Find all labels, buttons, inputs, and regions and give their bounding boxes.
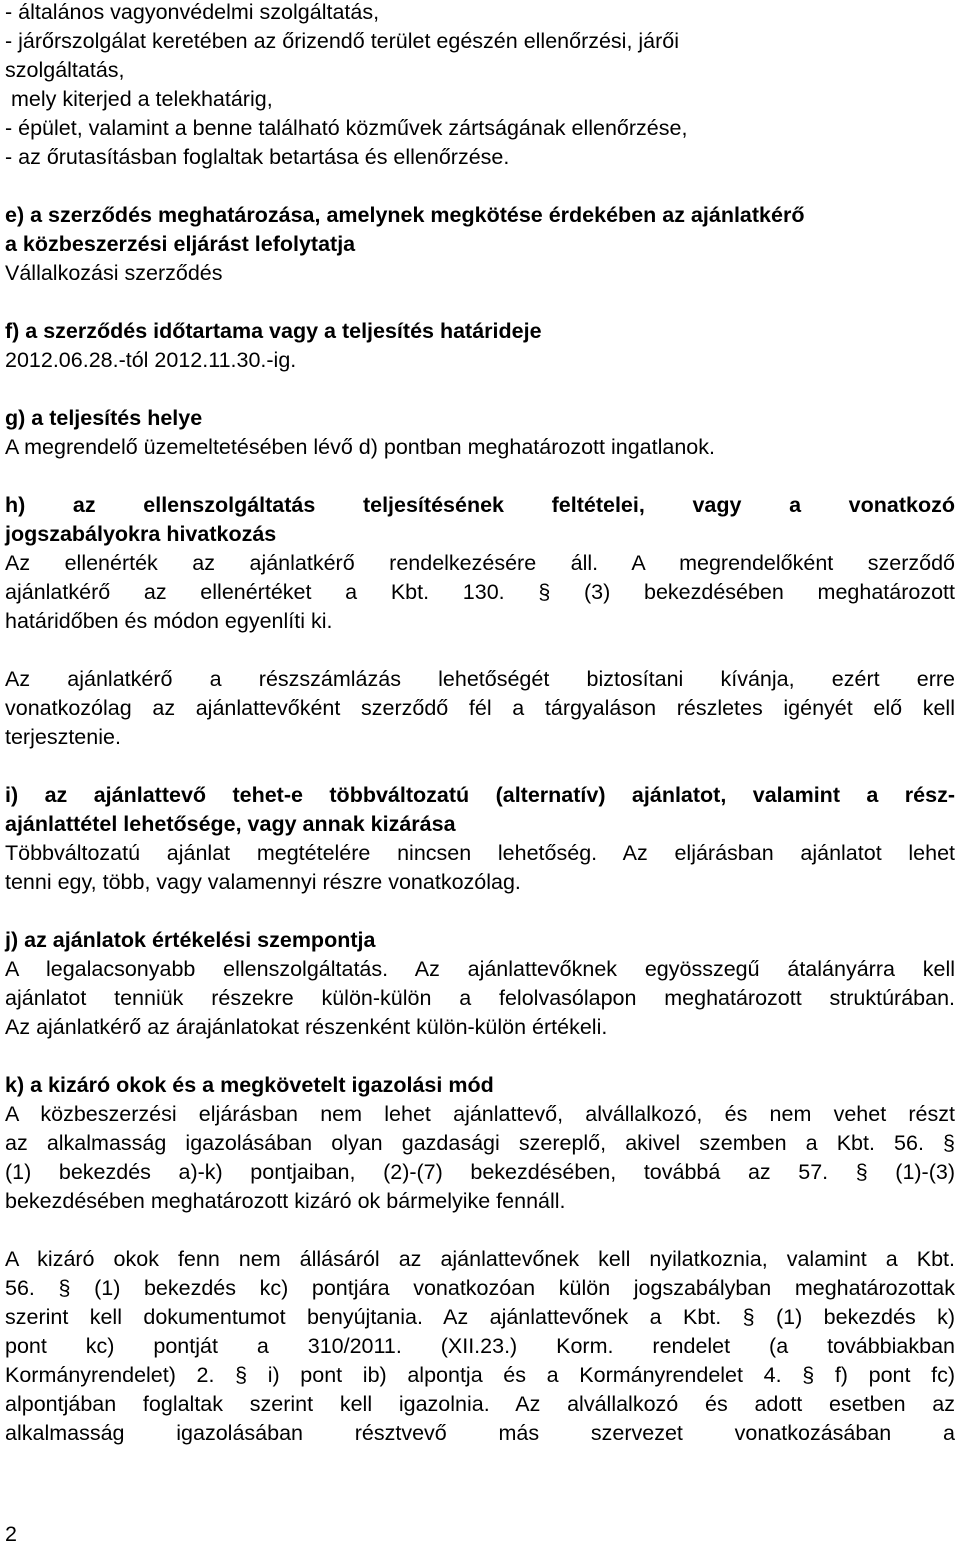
section-j (5, 926, 955, 1042)
section-body: az alkalmasság igazolásában olyan gazdasági szereplő, akivel szemben a Kbt. 56. § (5, 1131, 955, 1155)
section-heading: jogszabályokra hivatkozás (5, 522, 277, 546)
section-heading: i) az ajánlattevő tehet-e többváltozatú (alternatív) ajánlatot, valamint a rész- (5, 783, 955, 807)
section-heading: j) az ajánlatok értékelési szempontja (5, 928, 376, 952)
section-body: alpontjában foglaltak szerint kell igazolnia. Az alvállalkozó és adott esetben az (5, 1392, 955, 1416)
section-g (5, 404, 955, 462)
section-body: Az ellenérték az ajánlatkérő rendelkezésére áll. A megrendelőként szerződő (5, 551, 955, 575)
section-heading: a közbeszerzési eljárást lefolytatja (5, 232, 356, 256)
section-body: A legalacsonyabb ellenszolgáltatás. Az ajánlattevőknek egyösszegű átalányárra kell (5, 957, 955, 981)
list-item: - általános vagyonvédelmi szolgáltatás, (5, 0, 380, 24)
section-e (5, 201, 955, 288)
section-body: Kormányrendelet) 2. § i) pont ib) alpontja és a Kormányrendelet 4. § f) pont fc) (5, 1363, 955, 1387)
section-body: A közbeszerzési eljárásban nem lehet ajánlattevő, alvállalkozó, és nem vehet részt (5, 1102, 955, 1126)
section-heading: k) a kizáró okok és a megkövetelt igazolási mód (5, 1073, 494, 1097)
section-body: 56. § (1) bekezdés kc) pontjára vonatkozóan külön jogszabályban meghatározottak (5, 1276, 955, 1300)
section-heading: ajánlattétel lehetősége, vagy annak kizárása (5, 812, 456, 836)
list-item: szolgáltatás, (5, 58, 125, 82)
section-body: ajánlatkérő az ellenértéket a Kbt. 130. § (3) bekezdésében meghatározott (5, 580, 955, 604)
section-body: vonatkozólag az ajánlattevőként szerződő fél a tárgyaláson részletes igényét elő kell (5, 696, 955, 720)
intro-list (5, 0, 955, 172)
section-heading: g) a teljesítés helye (5, 406, 203, 430)
section-heading: h) az ellenszolgáltatás teljesítésének feltételei, vagy a vonatkozó (5, 493, 955, 517)
document-page (5, 0, 955, 1448)
section-body: terjesztenie. (5, 725, 121, 749)
section-body: A megrendelő üzemeltetésében lévő d) pontban meghatározott ingatlanok. (5, 435, 715, 459)
section-body: tenni egy, több, vagy valamennyi részre vonatkozólag. (5, 870, 521, 894)
section-heading: e) a szerződés meghatározása, amelynek megkötése érdekében az ajánlatkérő (5, 203, 805, 227)
section-h (5, 491, 955, 752)
section-body: 2012.06.28.-tól 2012.11.30.-ig. (5, 348, 297, 372)
section-body: Többváltozatú ajánlat megtételére nincsen lehetőség. Az eljárásban ajánlatot lehet (5, 841, 955, 865)
section-k (5, 1071, 955, 1448)
section-i (5, 781, 955, 897)
section-body: A kizáró okok fenn nem állásáról az ajánlattevőnek kell nyilatkoznia, valamint a Kbt. (5, 1247, 955, 1271)
list-item: - járőrszolgálat keretében az őrizendő terület egészén ellenőrzési, járői (5, 29, 680, 53)
section-body: ajánlatot tenniük részekre külön-külön a felolvasólapon meghatározott struktúrában. (5, 986, 955, 1010)
section-body: alkalmasság igazolásában résztvevő más szervezet vonatkozásában a (5, 1421, 955, 1445)
list-item: - épület, valamint a benne található közművek zártságának ellenőrzése, (5, 116, 688, 140)
section-body: határidőben és módon egyenlíti ki. (5, 609, 333, 633)
section-body: Az ajánlatkérő az árajánlatokat részenként külön-külön értékeli. (5, 1015, 608, 1039)
section-body: (1) bekezdés a)-k) pontjaiban, (2)-(7) bekezdésében, továbbá az 57. § (1)-(3) (5, 1160, 955, 1184)
section-body: bekezdésében meghatározott kizáró ok bármelyike fennáll. (5, 1189, 566, 1213)
list-item: - az őrutasításban foglaltak betartása és ellenőrzése. (5, 145, 510, 169)
list-item: mely kiterjed a telekhatárig, (5, 87, 273, 111)
section-body: szerint kell dokumentumot benyújtania. Az ajánlattevőnek a Kbt. § (1) bekezdés k) (5, 1305, 955, 1329)
page-number: 2 (5, 1522, 17, 1546)
section-body: Vállalkozási szerződés (5, 261, 223, 285)
section-body: Az ajánlatkérő a részszámlázás lehetőségét biztosítani kívánja, ezért erre (5, 667, 955, 691)
section-body: pont kc) pontját a 310/2011. (XII.23.) Korm. rendelet (a továbbiakban (5, 1334, 955, 1358)
section-f (5, 317, 955, 375)
section-heading: f) a szerződés időtartama vagy a teljesítés határideje (5, 319, 542, 343)
